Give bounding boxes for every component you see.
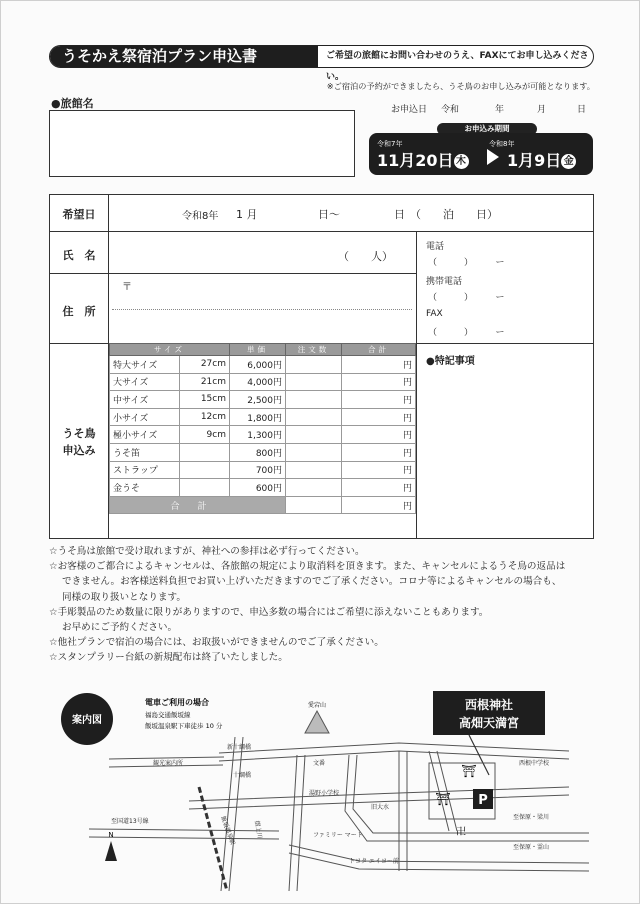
item-price: 4,000円 (230, 373, 286, 391)
inn-name-label: ●旅館名 (51, 97, 94, 110)
start-weekday-badge: 木 (454, 154, 469, 169)
temple-icon: 卍 (456, 827, 466, 838)
tel-label: 電話 (426, 242, 445, 252)
inn-name-field[interactable] (49, 110, 355, 177)
item-qty[interactable] (286, 356, 342, 374)
train-line-1: 福島交通飯坂線 (145, 711, 191, 719)
stay-era: 令和8年 (182, 211, 219, 222)
total-label: 合計 (110, 496, 286, 514)
table-row (110, 373, 416, 391)
period-start-era: 令和7年 (377, 140, 403, 148)
end-weekday-badge: 金 (561, 154, 576, 169)
route13-label: 至国道13号線 (111, 818, 149, 825)
form-subtitle: ご希望の旅館にお問い合わせのうえ、FAXにてお申し込みください。 (326, 51, 589, 82)
item-price: 2,500円 (230, 391, 286, 409)
item-size (180, 479, 230, 497)
tourist-info-label: 観光案内所 (153, 760, 184, 767)
item-name: 特大サイズ (110, 356, 180, 374)
apply-date-month[interactable]: 月 (537, 105, 547, 115)
period-arrow-icon (487, 149, 499, 165)
note-line: ☆手彫製品のため数量に限りがありますので、申込多数の場合にはご希望に添えないこともあります。 (49, 606, 489, 618)
note-line: できません。お客様送料負担でお買い上げいただきますのでご了承ください。コロナ等によるキャンセルの場合も、 (62, 576, 562, 588)
period-start-date: 11月20日 木 (377, 148, 469, 171)
item-name: 中サイズ (110, 391, 180, 409)
to-kunimi-label: 至保原・霊山 (513, 844, 550, 851)
table-row (110, 426, 416, 444)
item-qty[interactable] (286, 408, 342, 426)
apply-date-year[interactable]: 年 (495, 105, 505, 115)
note-line: ☆スタンプラリー台紙の新規配布は終了いたしました。 (49, 652, 288, 664)
item-name: 大サイズ (110, 373, 180, 391)
iizaka-station-label: 飯坂温泉駅 (219, 815, 236, 846)
apply-date-era: 令和 (441, 105, 460, 115)
item-total[interactable]: 円 (342, 443, 416, 461)
train-title: 電車ご利用の場合 (145, 698, 209, 707)
item-total[interactable]: 円 (342, 356, 416, 374)
table-row (110, 391, 416, 409)
stay-date-label: 希望日 (62, 208, 96, 221)
item-total[interactable]: 円 (342, 479, 416, 497)
header-price: 単価 (230, 344, 286, 356)
table-row (110, 479, 416, 497)
to-hobara-label: 至保原・梁川 (513, 814, 550, 821)
item-size: 27cm (180, 356, 230, 374)
table-row (110, 461, 416, 479)
note-line: ☆うそ鳥は旅館で受け取れますが、神社への参拝は必ず行ってください。 (49, 546, 365, 557)
header-qty: 注文数 (286, 344, 342, 356)
table-row (110, 408, 416, 426)
header-size: サイズ (110, 344, 230, 356)
family-mart-label: ファミリー マート (313, 832, 363, 839)
item-total[interactable]: 円 (342, 408, 416, 426)
railway-line (199, 787, 227, 891)
order-table (109, 343, 416, 514)
stay-nights[interactable]: （ 泊 日） (410, 208, 498, 221)
item-qty[interactable] (286, 461, 342, 479)
application-period (369, 133, 593, 175)
nishine-school-label: 西根中学校 (519, 760, 550, 767)
item-size: 9cm (180, 426, 230, 444)
item-qty[interactable] (286, 391, 342, 409)
item-price: 800円 (230, 443, 286, 461)
item-size: 21cm (180, 373, 230, 391)
mobile-field[interactable]: （ ） ー (428, 293, 505, 303)
item-price: 1,800円 (230, 408, 286, 426)
item-size (180, 443, 230, 461)
grand-total[interactable]: 円 (342, 496, 416, 514)
header-total: 合計 (342, 344, 416, 356)
name-label: 氏 名 (62, 249, 96, 262)
parking-label: P (478, 793, 488, 808)
order-label: うそ鳥 申込み (62, 427, 96, 457)
remarks-field[interactable] (420, 367, 590, 535)
atagoyama-label: 愛宕山 (307, 702, 327, 709)
torii-icon: ⛩ (461, 764, 477, 778)
item-price: 700円 (230, 461, 286, 479)
period-end-date: 1月9日 金 (507, 148, 576, 171)
note-line: ☆お客様のご都合によるキャンセルは、各旅館の規定により取消料を頂きます。また、キャンセルによるうそ鳥の返品は (49, 561, 566, 573)
postal-mark: 〒 (122, 282, 132, 293)
shin-jikkenbashi-label: 新十綱橋 (227, 744, 252, 751)
train-line-2: 飯坂温泉駅下車徒歩 10 分 (145, 722, 223, 730)
yuno-school-label: 湯野小学校 (309, 790, 340, 797)
item-total[interactable]: 円 (342, 391, 416, 409)
torii-icon: ⛩ (435, 792, 451, 806)
toyota-label: トヨタ エイヨー前 (349, 858, 399, 865)
item-size: 15cm (180, 391, 230, 409)
surikamigawa-label: 摺上川 (253, 820, 264, 840)
notes (49, 544, 609, 666)
tel-field[interactable]: （ ） ー (428, 258, 505, 268)
bunka-label: 文番 (313, 760, 326, 767)
item-total[interactable]: 円 (342, 426, 416, 444)
museum-label: 旧大水 (371, 804, 390, 811)
item-total[interactable]: 円 (342, 461, 416, 479)
apply-date-day[interactable]: 日 (577, 105, 587, 115)
fax-field[interactable]: （ ） ー (428, 328, 505, 338)
remarks-label: ●特記事項 (426, 356, 475, 367)
item-size: 12cm (180, 408, 230, 426)
apply-date-label: お申込日 (391, 105, 428, 115)
north-label: N (108, 831, 114, 839)
jikkenbashi-label: 十綱橋 (233, 772, 252, 779)
item-name: ストラップ (110, 461, 180, 479)
note-line: 同様の取り扱いとなります。 (62, 591, 186, 603)
item-qty[interactable] (286, 443, 342, 461)
fax-label: FAX (426, 309, 443, 319)
guide-label: 案内図 (72, 715, 102, 726)
table-row (110, 356, 416, 374)
shrine-name-2: 高畑天満宮 (458, 716, 520, 730)
item-name: 極小サイズ (110, 426, 180, 444)
table-row (110, 443, 416, 461)
stay-month: 1 月 (236, 208, 258, 221)
stay-to-day[interactable]: 日 (394, 208, 405, 221)
period-tag: お申込み期間 (437, 123, 537, 135)
item-name: うそ笛 (110, 443, 180, 461)
item-name: 金うそ (110, 479, 180, 497)
north-arrow-icon (105, 841, 117, 861)
total-row (110, 496, 416, 514)
item-qty[interactable] (286, 426, 342, 444)
shrine-name-1: 西根神社 (464, 698, 514, 712)
item-qty[interactable] (286, 479, 342, 497)
mountain-icon (305, 711, 329, 733)
period-end-era: 令和8年 (489, 140, 515, 148)
note-line: お早めにご予約ください。 (62, 622, 178, 634)
party-size[interactable]: （ 人） (338, 250, 393, 263)
address-label: 住 所 (62, 305, 96, 318)
item-size (180, 461, 230, 479)
total-qty[interactable] (286, 496, 342, 514)
item-name: 小サイズ (110, 408, 180, 426)
item-price: 6,000円 (230, 356, 286, 374)
item-price: 1,300円 (230, 426, 286, 444)
note-line: ☆他社プランで宿泊の場合には、お取扱いができませんのでご了承ください。 (49, 637, 384, 649)
access-map (49, 691, 609, 891)
form-title: うそかえ祭宿泊プラン申込書 (50, 46, 318, 67)
item-qty[interactable] (286, 373, 342, 391)
mobile-label: 携帯電話 (426, 277, 463, 287)
item-total[interactable]: 円 (342, 373, 416, 391)
booking-note: ※ご宿泊の予約ができましたら、うそ鳥のお申し込みが可能となります。 (326, 81, 595, 91)
item-price: 600円 (230, 479, 286, 497)
title-bar (49, 45, 594, 82)
stay-from-day[interactable]: 日〜 (318, 208, 340, 221)
